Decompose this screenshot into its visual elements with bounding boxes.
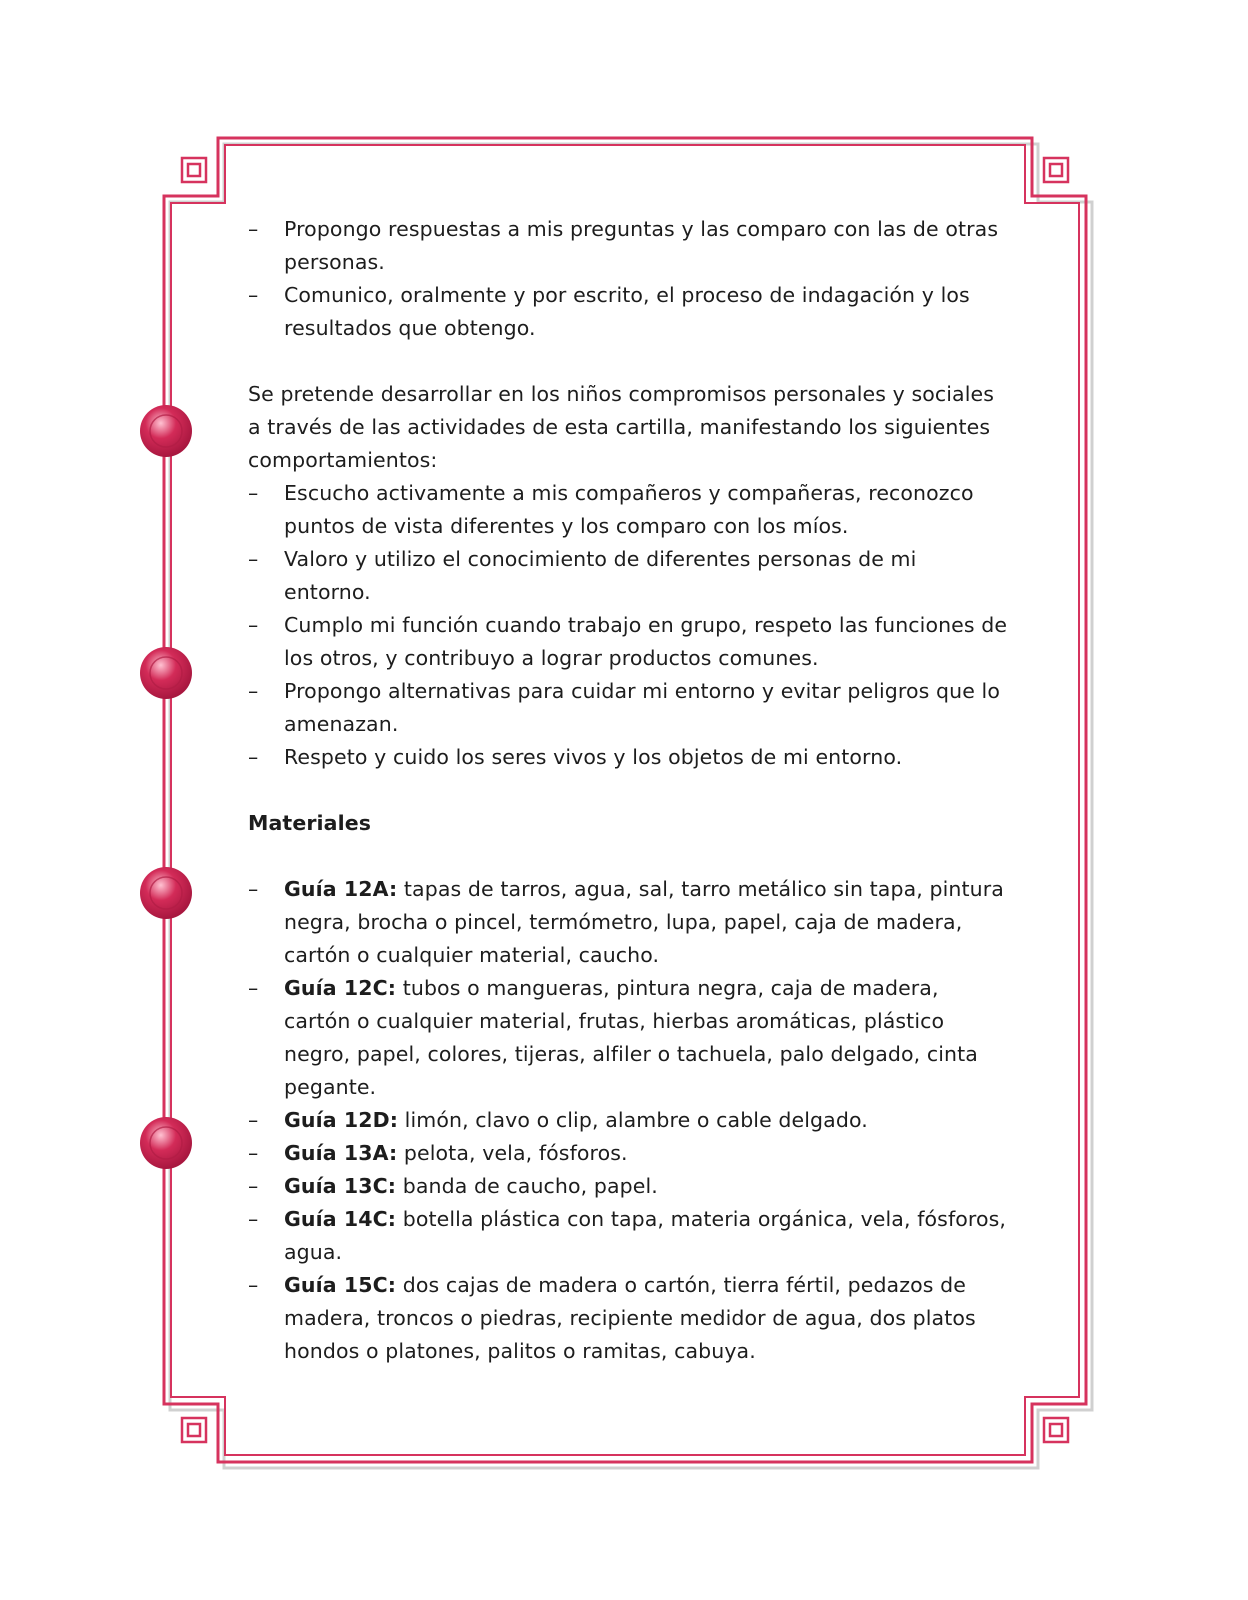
list-item: – Propongo alternativas para cuidar mi entorno y evitar peligros que lo amenazan. (248, 679, 1000, 736)
guide-label: Guía 12A: (284, 877, 398, 901)
inquiry-list (248, 213, 1008, 345)
list-item: – Propongo respuestas a mis preguntas y las comparo con las de otras personas. (248, 217, 999, 274)
list-item: – Comunico, oralmente y por escrito, el proceso de indagación y los resultados que obtengo. (248, 283, 970, 340)
guide-label: Guía 14C: (284, 1207, 397, 1231)
materials-heading: Materiales (248, 811, 372, 835)
list-item: – Escucho activamente a mis compañeros y compañeras, reconozco puntos de vista diferentes y los comparo con los míos. (248, 481, 974, 538)
bead-3 (140, 867, 192, 919)
corner-ornament-bottom-left (182, 1418, 206, 1442)
list-item: – Valoro y utilizo el conocimiento de diferentes personas de mi entorno. (248, 547, 917, 604)
guide-label: Guía 15C: (284, 1273, 397, 1297)
materials-list (248, 873, 1008, 1368)
guide-label: Guía 13C: (284, 1174, 397, 1198)
materials-item: – Guía 12C: tubos o mangueras, pintura negra, caja de madera, cartón o cualquier material, frutas, hierbas aromáticas, plástico negro, papel, colores, tijeras, alfiler o tachuela, palo delgado, cinta pegante. (248, 976, 978, 1099)
materials-item: – Guía 14C: botella plástica con tapa, materia orgánica, vela, fósforos, agua. (248, 1207, 1007, 1264)
corner-ornament-top-left (182, 158, 206, 182)
guide-label: Guía 12D: (284, 1108, 399, 1132)
bead-1 (140, 405, 192, 457)
materials-item: – Guía 13C: banda de caucho, papel. (248, 1174, 658, 1198)
intro-paragraph: Se pretende desarrollar en los niños compromisos personales y sociales a través de las actividades de esta cartilla, manifestando los siguientes comportamientos: (248, 382, 994, 472)
bead-4 (140, 1117, 192, 1169)
materials-item: – Guía 13A: pelota, vela, fósforos. (248, 1141, 628, 1165)
page-content (248, 213, 1008, 1368)
bead-2 (140, 647, 192, 699)
materials-item: – Guía 15C: dos cajas de madera o cartón, tierra fértil, pedazos de madera, troncos o piedras, recipiente medidor de agua, dos platos hondos o platones, palitos o ramitas, cabuya. (248, 1273, 976, 1363)
guide-label: Guía 13A: (284, 1141, 398, 1165)
guide-label: Guía 12C: (284, 976, 397, 1000)
corner-ornament-bottom-right (1044, 1418, 1068, 1442)
list-item: – Respeto y cuido los seres vivos y los objetos de mi entorno. (248, 745, 903, 769)
materials-item: – Guía 12D: limón, clavo o clip, alambre o cable delgado. (248, 1108, 868, 1132)
behaviors-list (248, 477, 1008, 774)
list-item: – Cumplo mi función cuando trabajo en grupo, respeto las funciones de los otros, y contribuyo a lograr productos comunes. (248, 613, 1008, 670)
materials-item: – Guía 12A: tapas de tarros, agua, sal, tarro metálico sin tapa, pintura negra, brocha o pincel, termómetro, lupa, papel, caja de madera, cartón o cualquier material, caucho. (248, 877, 1004, 967)
corner-ornament-top-right (1044, 158, 1068, 182)
